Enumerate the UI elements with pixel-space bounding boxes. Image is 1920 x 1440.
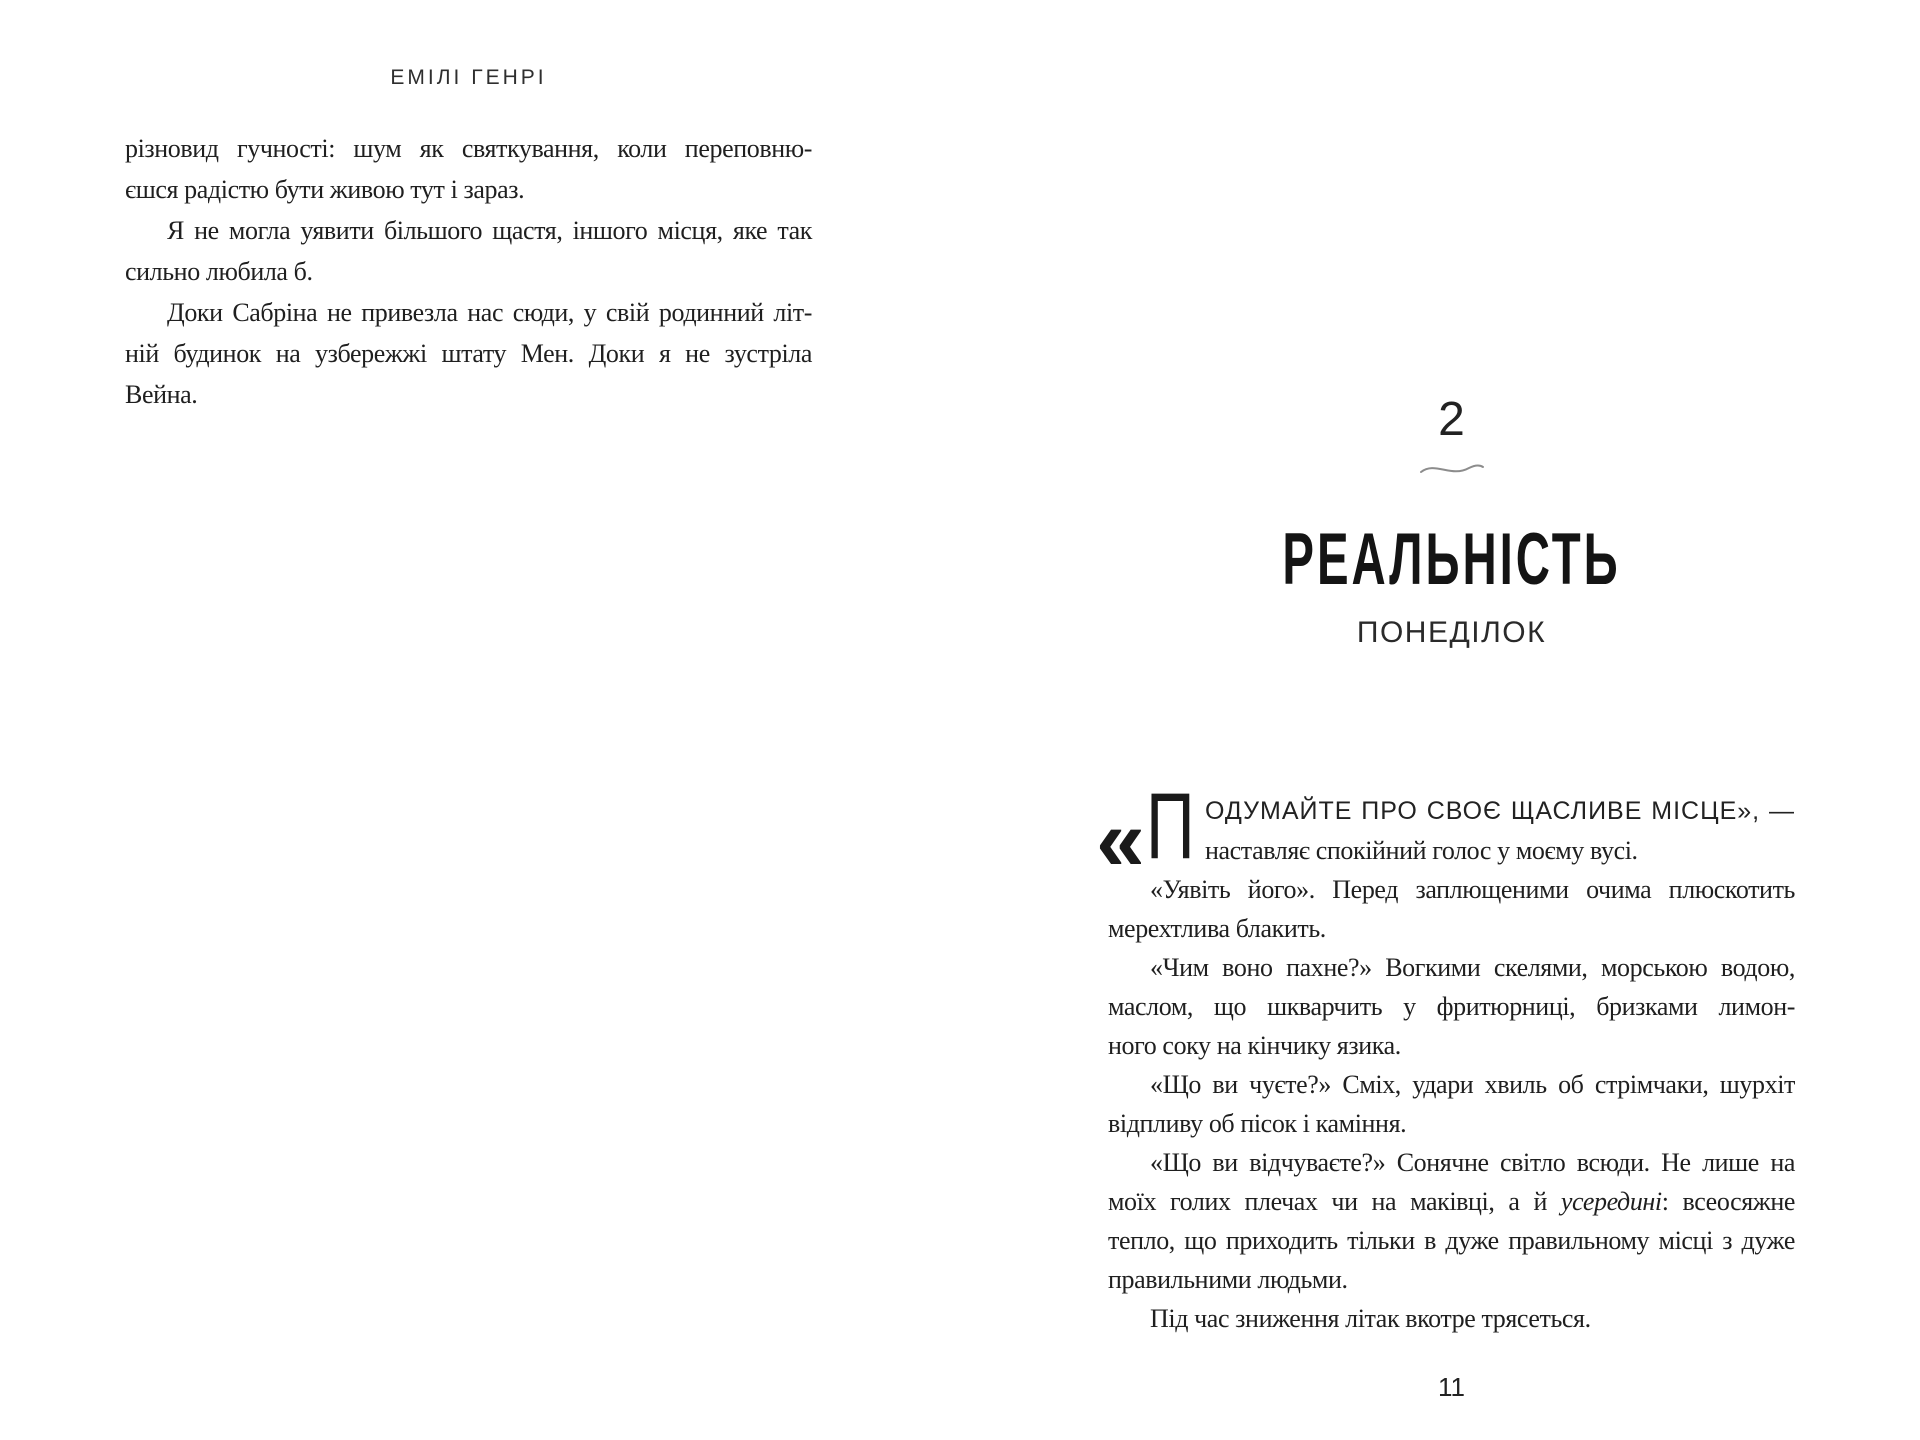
body-line-caps: ОДУМАЙТЕ ПРО СВОЄ ЩАСЛИВЕ МІСЦЕ», — xyxy=(1205,797,1795,825)
body-line-segment: моїх голих плечах чи на маківці, а й xyxy=(1108,1187,1561,1216)
body-line: відпливу об пісок і каміння. xyxy=(1108,1109,1407,1138)
body-line: «Що ви чуєте?» Сміх, удари хвиль об стрімчаки, шурхіт xyxy=(1150,1070,1795,1099)
chapter-squiggle-icon xyxy=(1108,458,1795,482)
body-line-italic-segment: усередині xyxy=(1560,1187,1662,1216)
running-header: ЕМІЛІ ГЕНРІ xyxy=(390,66,547,89)
body-line: ній будинок на узбережжі штату Мен. Доки я не зустріла xyxy=(125,339,812,368)
left-page-text xyxy=(125,128,812,415)
body-line: єшся радістю бути живою тут і зараз. xyxy=(125,175,525,204)
body-line: «Що ви відчуваєте?» Сонячне світло всюди. Не лише на xyxy=(1150,1148,1795,1177)
body-line: Я не могла уявити більшого щастя, іншого місця, яке так xyxy=(167,216,812,245)
body-line: маслом, що шкварчить у фритюрниці, бризками лимон- xyxy=(1108,992,1795,1021)
body-line: тепло, що приходить тільки в дуже правильному місці з дуже xyxy=(1108,1226,1795,1255)
opening-paragraph xyxy=(1096,773,1795,889)
body-line xyxy=(1108,1182,1795,1221)
opening-guillemet: « xyxy=(1096,790,1145,889)
body-line: мерехтлива блакить. xyxy=(1108,914,1326,943)
body-line: правильними людьми. xyxy=(1108,1265,1348,1294)
body-line: «Чим воно пахне?» Вогкими скелями, морською водою, xyxy=(1150,953,1795,982)
chapter-number: 2 xyxy=(1438,393,1465,446)
chapter-subtitle: ПОНЕДІЛОК xyxy=(1356,616,1547,649)
body-line-segment: : всеосяжне xyxy=(1661,1187,1795,1216)
body-line: різновид гучності: шум як святкування, коли переповню- xyxy=(125,134,812,163)
body-line: сильно любила б. xyxy=(125,257,313,286)
page-number: 11 xyxy=(1438,1372,1465,1402)
right-page-text xyxy=(1096,773,1795,1338)
body-line: «Уявіть його». Перед заплющеними очима плюскотить xyxy=(1150,875,1795,904)
body-line: Вейна. xyxy=(125,380,198,409)
chapter-title: РЕАЛЬНІСТЬ xyxy=(1282,517,1621,600)
body-line: ного соку на кінчику язика. xyxy=(1108,1031,1401,1060)
body-line: наставляє спокійний голос у моєму вусі. xyxy=(1205,836,1638,865)
body-line: Доки Сабріна не привезла нас сюди, у свій родинний літ- xyxy=(167,298,812,327)
drop-cap: П xyxy=(1146,773,1195,878)
body-line: Під час зниження літак вкотре трясеться. xyxy=(1150,1304,1591,1333)
